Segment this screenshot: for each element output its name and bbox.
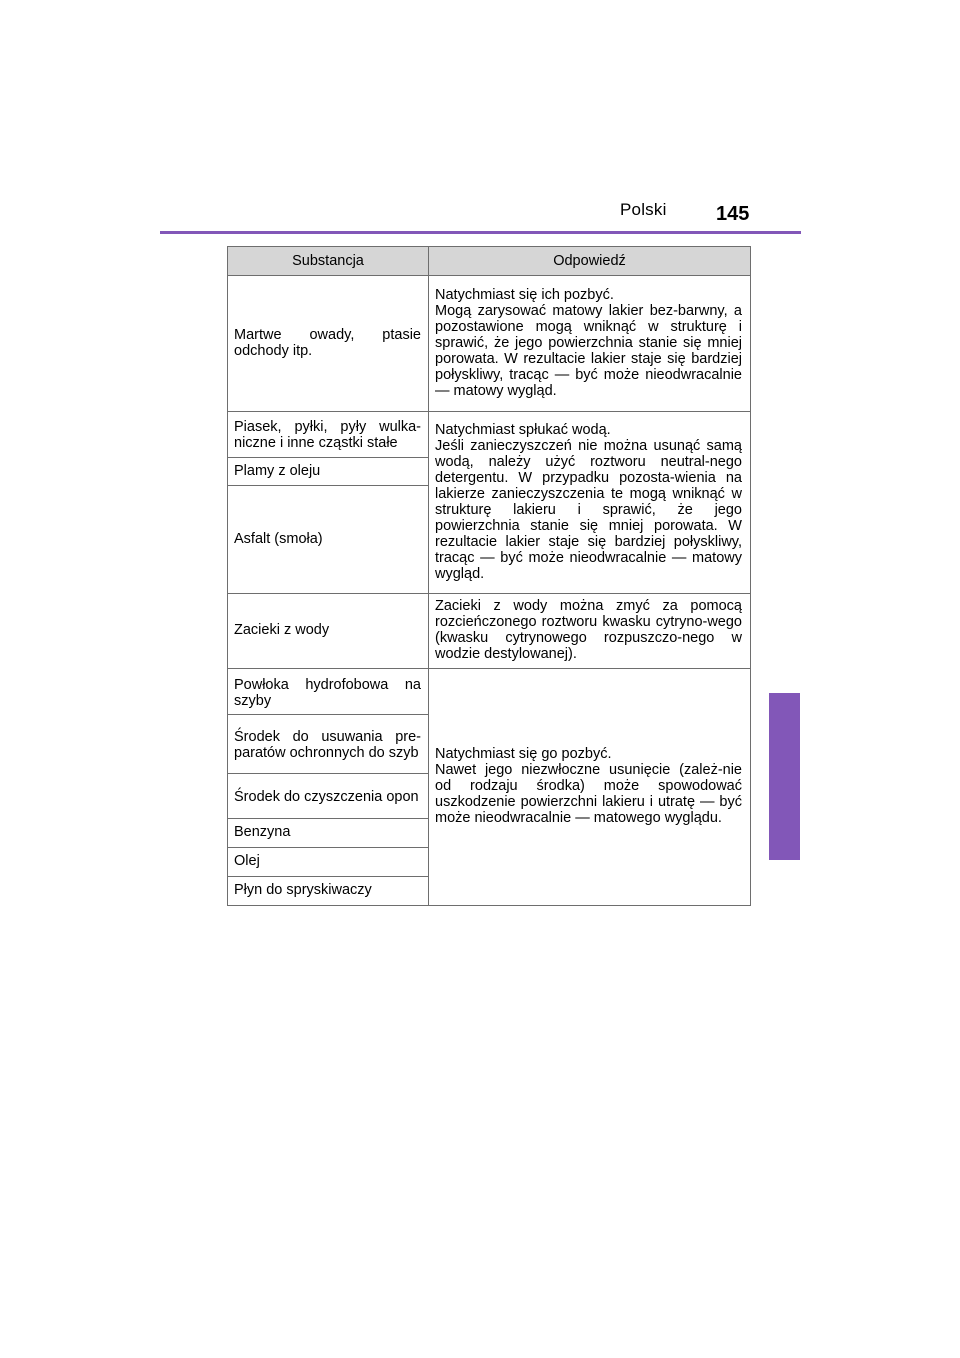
response-text: Natychmiast się go pozbyć. Nawet jego niezwłoczne usunięcie (zależ-nie od rodzaju środka) może spowodować uszkodzenie powierzchni lakieru i utratę — być może nieodwracalnie — matowego wyglądu.	[435, 746, 742, 826]
table-row	[228, 669, 751, 715]
response-text: Natychmiast się ich pozbyć. Mogą zarysować matowy lakier bez-barwny, a pozostawione mogą wniknąć w strukturę i sprawić, że jego powierzchnia stanie się mniej porowata. W rezultacie lakier staje się bardziej połyskliwy, tracąc — być może nieodwracalnie — matowy wygląd.	[435, 286, 742, 399]
substance-cell: Środek do usuwania pre-paratów ochronnych do szyb	[228, 715, 429, 774]
table-row	[228, 276, 751, 412]
response-text: Zacieki z wody można zmyć za pomocą rozcieńczonego roztworu kwasku cytryno-wego (kwasku cytrynowego rozpuszczo-nego w wodzie destylowanej).	[435, 598, 742, 662]
substance-cell: Plamy z oleju	[228, 458, 429, 486]
table-header-row	[228, 247, 751, 276]
substance-cell: Martwe owady, ptasie odchody itp.	[228, 276, 429, 412]
page-number: 145	[716, 203, 750, 225]
chapter-side-tab	[769, 693, 800, 860]
substance-cell: Powłoka hydrofobowa na szyby	[228, 669, 429, 715]
header-section-label: Polski	[620, 200, 667, 219]
table-header-response: Odpowiedź	[429, 247, 751, 276]
header-rule	[160, 231, 801, 234]
substance-cell: Piasek, pyłki, pyły wulka-niczne i inne cząstki stałe	[228, 412, 429, 458]
response-text: Natychmiast spłukać wodą. Jeśli zanieczyszczeń nie można usunąć samą wodą, należy użyć roztworu neutral-nego detergentu. W przypadku pozosta-wienia na lakierze zanieczyszczenia te mogą wniknąć w strukturę lakieru i sprawić, że jego powierzchnia stanie się mniej porowata. W rezultacie lakier staje się bardziej połyskliwy, tracąc — być może nieodwracalnie — matowy wygląd.	[435, 421, 742, 582]
response-cell	[429, 669, 751, 906]
table-row	[228, 594, 751, 669]
response-cell	[429, 594, 751, 669]
substance-cell: Olej	[228, 848, 429, 877]
response-cell	[429, 412, 751, 594]
substance-cell: Zacieki z wody	[228, 594, 429, 669]
response-cell	[429, 276, 751, 412]
substance-cell: Środek do czyszczenia opon	[228, 774, 429, 819]
table-header-substance: Substancja	[228, 247, 429, 276]
substance-cell: Asfalt (smoła)	[228, 486, 429, 594]
substance-response-table	[227, 246, 751, 906]
substance-cell: Płyn do spryskiwaczy	[228, 877, 429, 906]
substance-cell: Benzyna	[228, 819, 429, 848]
table-row	[228, 412, 751, 458]
